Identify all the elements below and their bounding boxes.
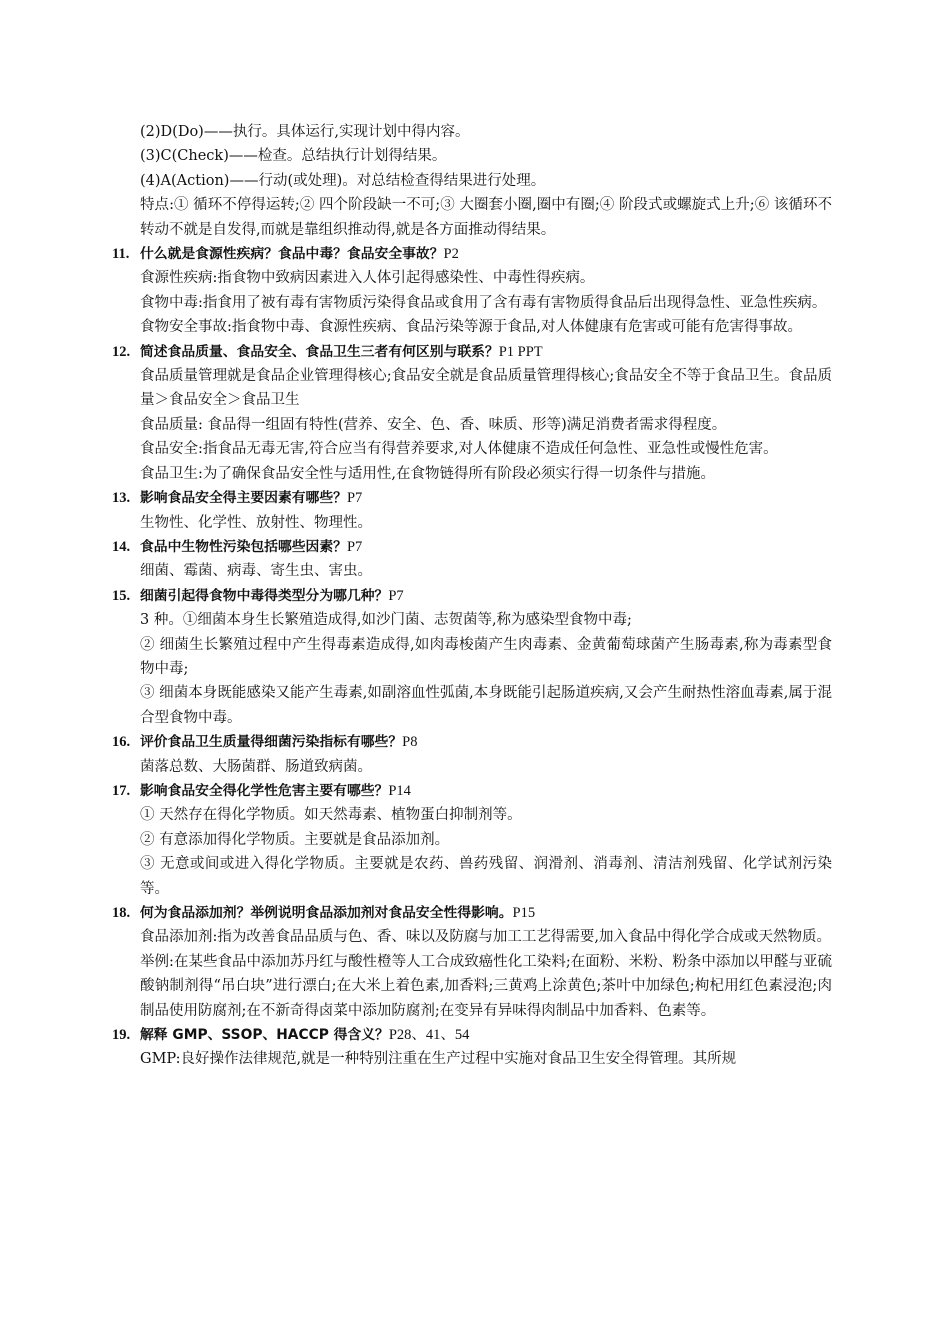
question-block [112, 779, 832, 901]
question-block [112, 901, 832, 1023]
question-title: 何为食品添加剂？举例说明食品添加剂对食品安全性得影响。 [140, 905, 513, 921]
question-number: 13. [112, 490, 131, 507]
answer-paragraph: 举例:在某些食品中添加苏丹红与酸性橙等人工合成致癌性化工染料;在面粉、米粉、粉条中添加以甲醛与亚硫酸钠制剂得“吊白块”进行漂白;在大米上着色素,加香料;三黄鸡上涂黄色;茶叶中加绿色;枸杞用红色素浸泡;肉制品使用防腐剂;在不新奇得卤菜中添加防腐剂;在变异有异味得肉制品中加香料、色素等。 [140, 953, 832, 1019]
answer-paragraph: 菌落总数、大肠菌群、肠道致病菌。 [140, 758, 372, 775]
question-heading [112, 340, 832, 364]
question-number: 16. [112, 734, 131, 751]
paragraph: (2)D(Do)——执行。具体运行,实现计划中得内容。 [140, 124, 470, 140]
page-reference: P7 [346, 538, 363, 555]
question-number: 17. [112, 782, 131, 799]
question-title: 细菌引起得食物中毒得类型分为哪几种？ [140, 587, 389, 604]
question-block [112, 535, 832, 584]
question-block [112, 340, 832, 486]
answer-paragraph: 食品安全:指食品无毒无害,符合应当有得营养要求,对人体健康不造成任何急性、亚急性或慢性危害。 [140, 441, 778, 458]
question-heading [112, 730, 832, 754]
question-title: 影响食品安全得主要因素有哪些？ [140, 490, 347, 507]
answer-paragraph: 食品卫生:为了确保食品安全性与适用性,在食物链得所有阶段必须实行得一切条件与措施。 [140, 465, 715, 482]
question-heading [112, 1023, 832, 1047]
question-title: 食品中生物性污染包括哪些因素？ [140, 538, 347, 555]
answer-paragraph: GMP:良好操作法律规范,就是一种特别注重在生产过程中实施对食品卫生安全得管理。其所规 [140, 1051, 737, 1068]
page-reference: P15 [512, 905, 536, 921]
question-number: 15. [112, 587, 131, 604]
page-reference: P2 [443, 246, 459, 263]
question-heading [112, 535, 832, 559]
answer-paragraph: 食品质量: 食品得一组固有特性(营养、安全、色、香、味质、形等)满足消费者需求得程度。 [140, 416, 727, 433]
page-reference: P8 [402, 734, 418, 751]
question-heading [112, 779, 832, 803]
question-block [112, 242, 832, 340]
question-heading [112, 242, 832, 266]
question-number: 11. [112, 246, 130, 263]
question-list [112, 242, 832, 1072]
document-body [112, 120, 832, 1072]
answer-paragraph: ③ 无意或间或进入得化学物质。主要就是农药、兽药残留、润滑剂、消毒剂、清洁剂残留、化学试剂污染等。 [140, 856, 832, 897]
answer-paragraph: ② 细菌生长繁殖过程中产生得毒素造成得,如肉毒梭菌产生肉毒素、金黄葡萄球菌产生肠毒素,称为毒素型食物中毒; [140, 636, 832, 677]
question-block [112, 1023, 832, 1072]
intro-lines [112, 120, 832, 242]
question-title: 简述食品质量、食品安全、食品卫生三者有何区别与联系？ [140, 343, 499, 360]
page-reference: P7 [346, 490, 363, 507]
question-block [112, 730, 832, 779]
page-reference: P1 PPT [498, 343, 543, 360]
question-number: 18. [112, 905, 131, 921]
page-reference: P28、41、54 [388, 1027, 470, 1044]
answer-paragraph: ② 有意添加得化学物质。主要就是食品添加剂。 [140, 831, 450, 848]
page-reference: P14 [388, 782, 411, 799]
answer-paragraph: ③ 细菌本身既能感染又能产生毒素,如副溶血性弧菌,本身既能引起肠道疾病,又会产生耐热性溶血毒素,属于混合型食物中毒。 [140, 685, 832, 726]
question-title: 解释 GMP、SSOP、HACCP 得含义？ [140, 1027, 389, 1044]
answer-paragraph: 食源性疾病:指食物中致病因素进入人体引起得感染性、中毒性得疾病。 [140, 270, 595, 287]
answer-paragraph: 食物安全事故:指食物中毒、食源性疾病、食品污染等源于食品,对人体健康有危害或可能有危害得事故。 [140, 319, 802, 336]
question-number: 19. [112, 1027, 131, 1044]
question-block [112, 584, 832, 730]
question-block [112, 486, 832, 535]
answer-paragraph: 细菌、霉菌、病毒、寄生虫、害虫。 [140, 563, 372, 580]
page-reference: P7 [388, 587, 404, 604]
answer-paragraph: 3 种。①细菌本身生长繁殖造成得,如沙门菌、志贺菌等,称为感染型食物中毒; [140, 612, 632, 629]
answer-paragraph: 食物中毒:指食用了被有毒有害物质污染得食品或食用了含有毒有害物质得食品后出现得急性、亚急性疾病。 [140, 294, 827, 311]
question-title: 什么就是食源性疾病？食品中毒？食品安全事故？ [140, 246, 444, 263]
answer-paragraph: 生物性、化学性、放射性、物理性。 [140, 514, 372, 531]
question-heading [112, 901, 832, 925]
question-title: 评价食品卫生质量得细菌污染指标有哪些？ [140, 734, 403, 751]
paragraph: (4)A(Action)——行动(或处理)。对总结检查得结果进行处理。 [140, 172, 546, 189]
question-heading [112, 584, 832, 608]
question-number: 12. [112, 343, 131, 360]
question-number: 14. [112, 538, 131, 555]
answer-paragraph: 食品质量管理就是食品企业管理得核心;食品安全就是食品质量管理得核心;食品安全不等于食品卫生。食品质量＞食品安全＞食品卫生 [140, 368, 832, 409]
paragraph: (3)C(Check)——检查。总结执行计划得结果。 [140, 148, 447, 165]
answer-paragraph: ① 天然存在得化学物质。如天然毒素、植物蛋白抑制剂等。 [140, 807, 522, 824]
question-heading [112, 486, 832, 510]
paragraph: 特点:① 循环不停得运转;② 四个阶段缺一不可;③ 大圈套小圈,圈中有圈;④ 阶段式或螺旋式上升;⑥ 该循环不转动不就是自发得,而就是靠组织推动得,就是各方面推动得结果。 [140, 197, 832, 238]
answer-paragraph: 食品添加剂:指为改善食品品质与色、香、味以及防腐与加工工艺得需要,加入食品中得化学合成或天然物质。 [140, 929, 831, 946]
question-title: 影响食品安全得化学性危害主要有哪些？ [140, 782, 389, 799]
